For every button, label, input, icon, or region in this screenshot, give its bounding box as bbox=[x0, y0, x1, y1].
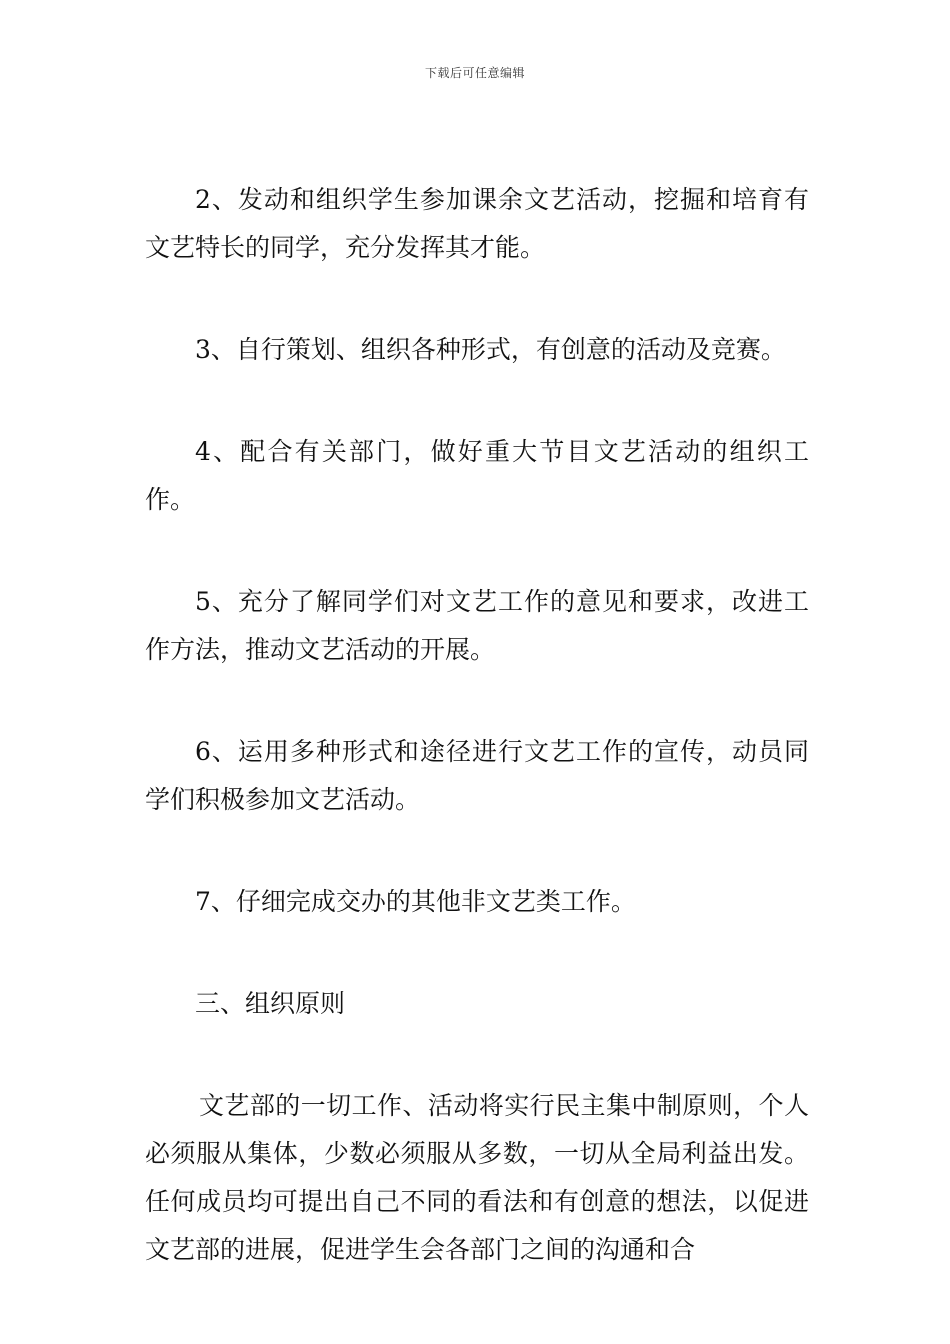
section-heading: 三、组织原则 bbox=[195, 989, 346, 1018]
list-item-6: 6、运用多种形式和途径进行文艺工作的宣传，动员同学们积极参加文艺活动。 bbox=[145, 737, 809, 814]
list-item-5: 5、充分了解同学们对文艺工作的意见和要求，改进工作方法，推动文艺活动的开展。 bbox=[145, 587, 809, 664]
list-item-3: 3、自行策划、组织各种形式，有创意的活动及竞赛。 bbox=[195, 335, 786, 364]
document-body bbox=[145, 176, 809, 1328]
page-header-note: 下载后可任意编辑 bbox=[424, 66, 525, 80]
list-item-7: 7、仔细完成交办的其他非文艺类工作。 bbox=[195, 887, 636, 916]
list-item-2: 2、发动和组织学生参加课余文艺活动，挖掘和培育有文艺特长的同学，充分发挥其才能。 bbox=[145, 185, 809, 262]
list-item-4: 4、配合有关部门，做好重大节目文艺活动的组织工作。 bbox=[145, 437, 809, 514]
body-paragraph: 文艺部的一切工作、活动将实行民主集中制原则，个人必须服从集体，少数必须服从多数，一切从全局利益出发。任何成员均可提出自己不同的看法和有创意的想法，以促进文艺部的进展，促进学生会各部门之间的沟通和合 bbox=[145, 1091, 809, 1264]
